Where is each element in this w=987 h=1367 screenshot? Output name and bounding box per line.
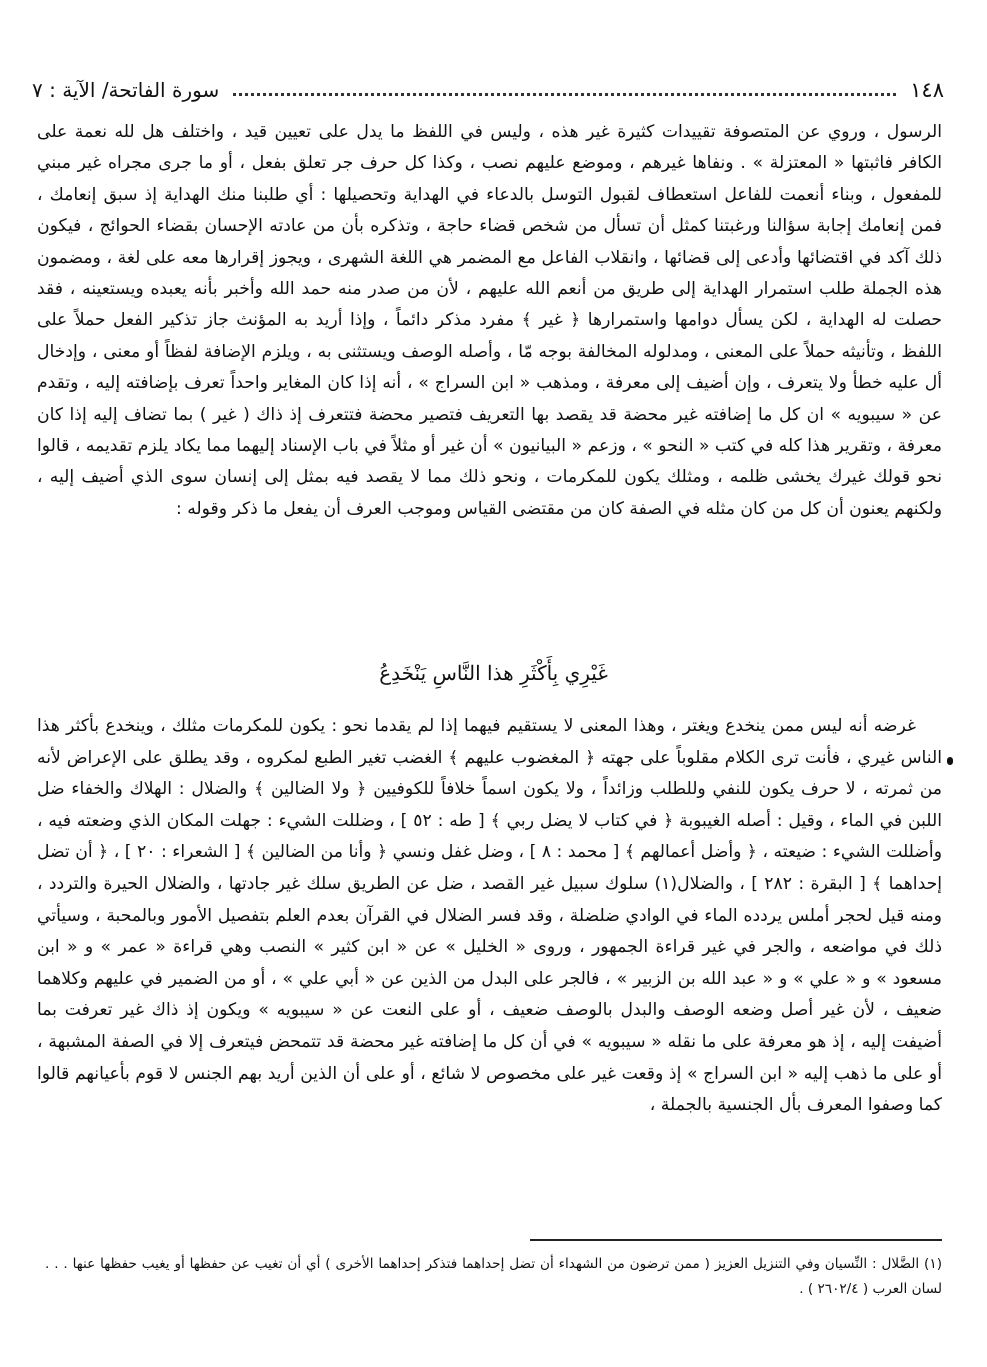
margin-mark bbox=[947, 757, 953, 765]
main-text-top bbox=[37, 117, 942, 525]
paragraph-text: غرضه أنه ليس ممن ينخدع ويغتر ، وهذا المعنى لا يستقيم فيهما إذا لم يقدما نحو : يكون للمكرمات مثلك ، وينخدع بأكثر هذا الناس غيري ، فأنت ترى الكلام مقلوباً على جهته ﴿ المغضوب عليهم ﴾ الغضب تغير الطبع لمكروه ، وقد يطلق على الإعراض لأنه من ثمرته ، لا حرف يكون للنفي وللطلب وزائداً ، ولا يكون اسماً خلافاً للكوفيين ﴿ ولا الضالين ﴾ والضلال : الهلاك والخفاء ضل اللبن في الماء ، وقيل : أصله الغيبوبة ﴿ في كتاب لا يضل ربي ﴾ [ طه : ٥٢ ] ، وضللت الشيء : جهلت المكان الذي وضعته فيه ، وأضللت الشيء : ضيعته ، ﴿ وأضل أعمالهم ﴾ [ محمد : ٨ ] ، وضل غفل ونسي ﴿ وأنا من الضالين ﴾ [ الشعراء : ٢٠ ] ، ﴿ أن تضل إحداهما ﴾ [ البقرة : ٢٨٢ ] ، والضلال(١) سلوك سبيل غير القصد ، ضل عن الطريق سلك غير جادتها ، والضلال الحيرة والتردد ، ومنه قيل لحجر أملس يردده الماء في الوادي ضلضلة ، وقد فسر الضلال في القرآن بعدم العلم بتفصيل الأمور وبالمحبة ، وسيأتي ذلك في مواضعه ، والجر في غير قراءة الجمهور ، وروى « الخليل » عن « ابن كثير » النصب وهي قراءة « عمر » و « ابن مسعود » و « علي » و « عبد الله بن الزبير » ، فالجر على البدل من الذين عن « أبي علي » ، أو من الضمير في عليهم وكلاهما ضعيف ، لأن غير أصل وضعه الوصف والبدل بالوصف ضعيف ، أو على النعت عن « سيبويه » ويكون إذ ذاك غير تعرفت بما أضيفت إليه ، إذ هو معرفة على ما نقله « سيبويه » في أن كل ما إضافته غير محضة قد تتمحض فيتعرف إلا في الصفة المشبهة ، أو على ما ذهب إليه « ابن السراج » إذ وقعت غير على مخصوص لا شائع ، أو على أن الذين أريد بهم الجنس لا قوم بأعيانهم قالوا كما وصفوا المعرف بأل الجنسية بالجملة ، bbox=[37, 716, 943, 1116]
footnote-text: (١) الضَّلال : النِّسيان وفي التنزيل العزيز ( ممن ترضون من الشهداء أن تضل إحداهما فتذكر إحداهما الأخرى ) أي أن تغيب عن حفظها أو يغيب حفظها عنها . . . لسان العرب ( ٢٦٠٢/٤ ) . bbox=[45, 1256, 942, 1297]
poetry-verse: غَيْرِي بِأَكْثَرِ هذا النَّاسِ يَنْخَدِعُ bbox=[379, 661, 608, 685]
paragraph bbox=[37, 711, 942, 1122]
header-dotted-leader bbox=[233, 93, 896, 96]
page-number: ١٤٨ bbox=[910, 78, 944, 102]
footnote-divider bbox=[530, 1239, 942, 1241]
footnote bbox=[45, 1252, 942, 1302]
main-text-bottom bbox=[37, 711, 942, 1122]
chapter-title: سورة الفاتحة/ الآية : ٧ bbox=[32, 78, 220, 102]
paragraph: الرسول ، وروي عن المتصوفة تقييدات كثيرة غير هذه ، وليس في اللفظ ما يدل على تعيين قيد ، واختلف هل لله نعمة على الكافر فاثبتها « المعتزلة » . ونفاها غيرهم ، وموضع عليهم نصب ، وكذا كل حرف جر تعلق بفعل ، أو ما جرى مجراه غير مبني للمفعول ، وبناء أنعمت للفاعل استعطاف لقبول التوسل بالدعاء في الهداية وتحصيلها : أي طلبنا منك الهداية إذ سبق إنعامك ، فمن إنعامك إجابة سؤالنا ورغبتنا كمثل أن تسأل من شخص قضاء حاجة ، وتذكره بأن من عادته الإحسان بقضاء الحوائج ، فيكون ذلك آكد في اقتضائها وأدعى إلى قضائها ، وانقلاب الفاعل مع المضمر هي اللغة الشهرى ، ويجوز إقرارها معه على لغة ، ومضمون هذه الجملة طلب استمرار الهداية إلى طريق من أنعم الله عليهم ، لأن من صدر منه حمد الله وأخبر بأنه يعبده ويستعينه ، فقد حصلت له الهداية ، لكن يسأل دوامها واستمرارها ﴿ غير ﴾ مفرد مذكر دائماً ، وإذا أريد به المؤنث جاز تذكير الفعل حملاً على اللفظ ، وتأنيثه حملاً على المعنى ، ومدلوله المخالفة بوجه مّا ، وأصله الوصف ويستثنى به ، ويلزم الإضافة لفظاً أو معنى ، وإدخال أل عليه خطأ ولا يتعرف ، وإن أضيف إلى معرفة ، ومذهب « ابن السراج » ، أنه إذا كان المغاير واحداً تعرف بإضافته إليه ، وتقدم عن « سيبويه » ان كل ما إضافته غير محضة قد يقصد بها التعريف فتصير محضة فتتعرف إذ ذاك ( غير ) بما تضاف إليه إذا كان معرفة ، وتقرير هذا كله في كتب « النحو » ، وزعم « البيانيون » أن غير أو مثلاً في باب الإسناد إليهما مما يكاد يلزم تقديمه ، قالوا نحو قولك غيرك يخشى ظلمه ، ومثلك يكون للمكرمات ، ونحو ذلك مما لا يقصد فيه بمثل إلى إنسان سوى الذي أضيف إليه ، ولكنهم يعنون أن كل من كان مثله في الصفة كان من مقتضى القياس وموجب العرف أن يفعل ما ذكر وقوله : bbox=[37, 122, 942, 519]
page-header bbox=[32, 72, 944, 108]
